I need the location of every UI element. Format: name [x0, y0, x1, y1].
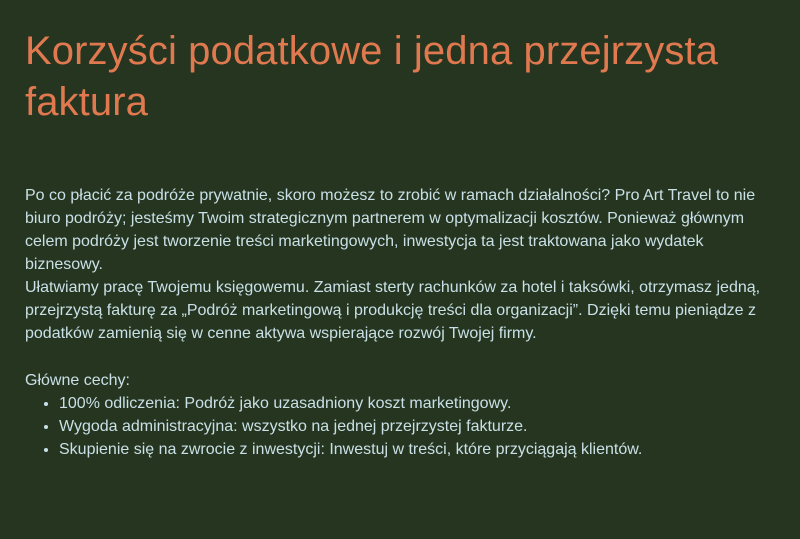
- description-paragraphs: [25, 184, 776, 345]
- list-item: • Wygoda administracyjna: wszystko na jednej przejrzystej fakturze.: [59, 415, 776, 438]
- features-section: [25, 369, 776, 461]
- list-item: • Skupienie się na zwrocie z inwestycji: Inwestuj w treści, które przyciągają klientów.: [59, 438, 776, 461]
- paragraph-single-invoice: Ułatwiamy pracę Twojemu księgowemu. Zamiast sterty rachunków za hotel i taksówki, otrzymasz jedną, przejrzystą fakturę za „Podróż marketingową i produkcję treści dla organizacji”. Dzięki temu pieniądze z podatków zamienią się w cenne aktywa wspierające rozwój Twojej firmy.: [25, 279, 761, 342]
- features-heading: Główne cechy:: [25, 372, 130, 389]
- description-block: [25, 184, 776, 461]
- page-title: Korzyści podatkowe i jedna przejrzysta faktura: [25, 29, 718, 124]
- list-item: • 100% odliczenia: Podróż jako uzasadniony koszt marketingowy.: [59, 392, 776, 415]
- features-list: [25, 392, 776, 461]
- paragraph-tax-benefits: Po co płacić za podróże prywatnie, skoro możesz to zrobić w ramach działalności? Pro Art Travel to nie biuro podróży; jesteśmy Twoim strategicznym partnerem w optymalizacji kosztów. Ponieważ głównym celem podróży jest tworzenie treści marketingowych, inwestycja ta jest traktowana jako wydatek biznesowy.: [25, 187, 756, 273]
